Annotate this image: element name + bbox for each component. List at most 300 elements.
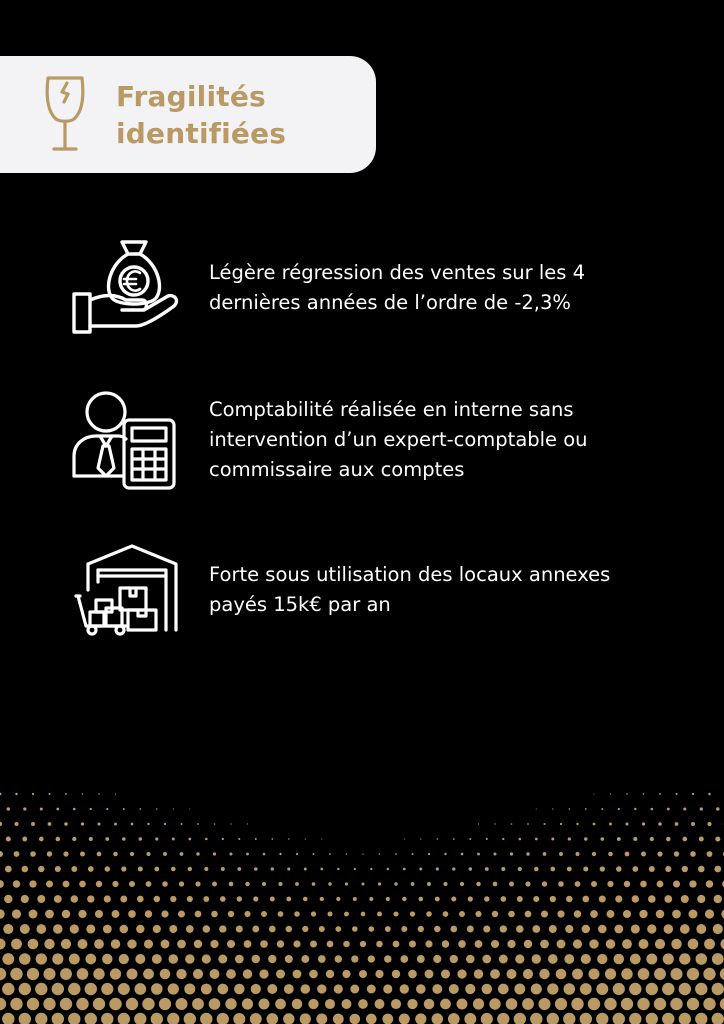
halftone-dot [288,838,289,839]
halftone-dot [60,968,72,980]
halftone-dot [675,793,677,795]
halftone-dot [467,926,474,933]
halftone-dot [90,808,92,810]
halftone-dot [171,867,176,872]
halftone-dot [502,838,504,840]
halftone-dot [3,924,13,934]
halftone-dot [695,1013,707,1024]
halftone-dot [136,925,144,933]
halftone-dot [118,983,130,995]
halftone-dot [687,998,699,1010]
halftone-dot [516,925,524,933]
halftone-dot [212,882,217,887]
halftone-dot [515,954,524,963]
halftone-dot [514,1013,526,1024]
halftone-dot [255,838,257,840]
halftone-dot [175,998,187,1010]
halftone-dot [94,939,104,949]
halftone-dot [501,867,505,871]
halftone-dot [452,867,455,870]
halftone-dot [134,983,146,995]
halftone-dot [607,881,613,887]
halftone-dot [648,895,656,903]
halftone-dot [666,837,670,841]
halftone-dot [20,924,30,934]
halftone-dot [468,896,473,901]
halftone-dot [510,852,513,855]
halftone-dot [443,882,447,886]
halftone-dot [43,998,55,1010]
halftone-dot [632,866,638,872]
halftone-dot [267,984,277,994]
halftone-dot [78,939,88,949]
halftone-dot [243,969,253,979]
halftone-dot [509,882,514,887]
halftone-dot [557,910,564,917]
halftone-dot [78,910,86,918]
halftone-dot [408,970,417,979]
halftone-dot [195,881,200,886]
halftone-dot [167,1013,179,1024]
halftone-dot [473,998,484,1009]
halftone-dot [674,851,679,856]
halftone-dot [120,925,129,934]
halftone-dot [286,897,291,902]
halftone-dot [507,969,517,979]
halftone-dot [32,793,34,795]
halftone-dot [575,852,579,856]
halftone-dot [592,852,596,856]
halftone-dot [415,1013,426,1024]
halftone-dot [62,910,71,919]
halftone-dot [394,882,397,885]
halftone-dot [519,838,522,841]
halftone-dot [700,807,703,810]
halftone-dot [335,926,341,932]
halftone-dot [172,838,175,841]
halftone-dot [622,939,632,949]
halftone-dot [418,926,424,932]
halftone-dot [192,998,204,1010]
halftone-dot [350,985,359,994]
halftone-dot [412,853,414,855]
halftone-dot [571,998,583,1010]
halftone-dot [550,896,556,902]
halftone-dot [659,793,661,795]
halftone-dot [441,969,450,978]
halftone-dot [275,999,286,1010]
halftone-dot [14,851,20,857]
halftone-dot [93,968,104,979]
halftone-dot [7,807,10,810]
halftone-dot [86,924,95,933]
halftone-dot [279,853,281,855]
halftone-dot [443,911,449,917]
halftone-dot [226,969,236,979]
halftone-dot [621,998,633,1010]
halftone-dot [35,983,47,995]
halftone-dot [176,969,186,979]
halftone-dot [119,954,129,964]
halftone-dot [188,867,192,871]
halftone-dot [13,880,21,888]
halftone-dot [187,896,193,902]
halftone-dot [569,808,571,810]
halftone-dot [103,925,112,934]
warehouse-icon [70,542,180,636]
halftone-dot [47,851,52,856]
halftone-dot [563,1013,575,1024]
halftone-dot [156,808,158,810]
halftone-dot [168,954,178,964]
halftone-dot [598,925,607,934]
halftone-dot [147,823,149,825]
halftone-dot [63,881,70,888]
halftone-dot [523,969,533,979]
halftone-dot [155,837,158,840]
halftone-dot [588,998,600,1010]
halftone-dot [597,954,607,964]
halftone-dot [514,984,525,995]
halftone-dot [432,984,442,994]
halftone-dot [194,940,202,948]
halftone-dot [525,881,530,886]
halftone-dot [639,910,647,918]
halftone-dot [605,968,616,979]
halftone-dot [436,867,439,870]
halftone-dot [492,911,498,917]
halftone-dot [333,1014,344,1024]
halftone-dot [713,924,723,934]
halftone-dot [493,852,496,855]
halftone-dot [343,941,350,948]
halftone-dot [170,896,176,902]
halftone-dot [197,823,199,825]
halftone-dot [623,910,631,918]
halftone-dot [555,998,567,1010]
halftone-dot [23,807,26,810]
halftone-dot [582,896,589,903]
halftone-dot [310,941,317,948]
halftone-dot [629,983,641,995]
halftone-dot [589,939,598,948]
halftone-dot [613,1013,625,1024]
halftone-dot [518,867,522,871]
halftone-dot [266,1013,278,1024]
halftone-dot [547,983,558,994]
halftone-dot [634,808,636,810]
halftone-dot [250,1013,262,1024]
halftone-dot [567,867,572,872]
halftone-dot [608,852,613,857]
halftone-dot [101,983,113,995]
halftone-dot [344,912,349,917]
halftone-dot [336,897,340,901]
halftone-dot [650,837,654,841]
item-text-sales [209,258,669,318]
halftone-dot [507,940,515,948]
halftone-dot [556,969,567,980]
halftone-dot [98,793,99,794]
halftone-dot [638,968,650,980]
halftone-dot [493,882,498,887]
halftone-dot [682,837,687,842]
halftone-dot [630,954,641,965]
halftone-dot [450,955,458,963]
halftone-dot [71,866,77,872]
page-title-line-2: identifiées [116,117,287,150]
halftone-dot [395,853,397,855]
halftone-dot [313,853,315,855]
halftone-dot [87,895,94,902]
halftone-dot [654,968,666,980]
halftone-dot [0,968,6,980]
halftone-dot [247,823,248,824]
halftone-dot [40,808,43,811]
halftone-dot [329,853,331,855]
item-line: Forte sous utilisation des locaux annexes [209,563,611,586]
halftone-dot [300,1013,311,1024]
halftone-dot [558,881,564,887]
halftone-dot [227,940,235,948]
halftone-dot [532,925,540,933]
halftone-dot [68,983,80,995]
halftone-dot [126,998,138,1010]
halftone-dot [2,1013,14,1024]
halftone-dot [263,853,266,856]
halftone-dot [720,968,724,980]
halftone-dot [601,808,603,810]
halftone-dot [131,823,134,826]
halftone-dot [444,853,446,855]
halftone-dot [427,882,431,886]
halftone-dot [712,983,724,995]
halftone-dot [714,866,721,873]
halftone-dot [312,882,316,886]
halftone-dot [633,837,637,841]
halftone-dot [29,880,36,887]
halftone-dot [583,866,588,871]
halftone-dot [316,1013,327,1024]
halftone-dot [262,882,266,886]
halftone-dot [138,866,143,871]
halftone-dot [184,1013,196,1024]
halftone-dot [432,1013,443,1024]
halftone-dot [651,808,654,811]
halftone-dot [143,969,154,980]
halftone-dot [350,1014,361,1024]
halftone-dot [654,998,666,1010]
halftone-dot [54,895,62,903]
halftone-dot [663,953,674,964]
halftone-dot [234,984,244,994]
halftone-dot [146,852,150,856]
halftone-dot [123,808,125,810]
halftone-dot [419,897,424,902]
halftone-dot [400,984,409,993]
halftone-dot [426,911,432,917]
halftone-dot [573,939,582,948]
halftone-dot [236,925,243,932]
halftone-dot [434,926,440,932]
halftone-dot [135,954,145,964]
item-line: Légère régression des ventes sur les 4 [209,261,585,284]
halftone-dot [469,838,471,840]
halftone-dot [93,998,105,1010]
halftone-dot [425,940,432,947]
halftone-dot [12,909,21,918]
halftone-dot [424,999,435,1010]
halftone-dot [320,897,324,901]
halftone-dot [173,808,174,809]
halftone-dot [60,998,72,1010]
halftone-dot [14,822,18,826]
halftone-dot [346,853,348,855]
halftone-dot [689,880,696,887]
halftone-dot [85,1013,97,1024]
halftone-dot [76,998,88,1010]
halftone-dot [564,983,576,995]
halftone-dot [96,881,102,887]
halftone-dot [15,793,17,795]
halftone-dot [564,954,574,964]
halftone-dot [361,912,366,917]
halftone-dot [104,895,111,902]
halftone-dot [637,998,649,1010]
halftone-dot [703,968,715,980]
halftone-dot [200,1013,212,1024]
halftone-dot [245,882,249,886]
halftone-dot [205,838,208,841]
halftone-dot [48,822,52,826]
halftone-dot [162,881,168,887]
halftone-dot [311,911,316,916]
halftone-dot [151,983,163,995]
halftone-dot [664,924,673,933]
halftone-dot [101,1013,113,1024]
item-text-accounting [209,395,669,485]
halftone-dot [130,852,134,856]
halftone-dot [383,984,392,993]
halftone-dot [10,998,22,1010]
halftone-dot [613,983,625,995]
halftone-dot [21,895,29,903]
halftone-dot [632,895,639,902]
halftone-dot [707,851,713,857]
halftone-dot [106,808,108,810]
halftone-dot [543,823,545,825]
halftone-dot [500,925,507,932]
halftone-dot [616,866,622,872]
halftone-dot [185,954,194,963]
halftone-dot [533,896,539,902]
halftone-dot [287,867,290,870]
halftone-dot [122,837,126,841]
halftone-dot [144,939,153,948]
halftone-dot [237,867,241,871]
halftone-dot [229,852,232,855]
halftone-dot [177,940,186,949]
halftone-dot [27,998,39,1010]
halftone-dot [460,882,464,886]
halftone-dot [572,969,583,980]
halftone-dot [19,983,31,995]
broken-glass-icon [44,75,86,153]
halftone-dot [591,881,597,887]
halftone-dot [720,938,724,949]
halftone-dot [221,867,225,871]
halftone-dot [449,984,459,994]
halftone-dot [618,808,620,810]
halftone-dot [195,911,202,918]
halftone-dot [145,910,152,917]
halftone-dot [354,868,356,870]
halftone-dot [309,970,318,979]
halftone-dot [358,999,368,1009]
halftone-dot [325,999,335,1009]
item-line: intervention d’un expert-comptable ou [209,428,588,451]
halftone-dot [525,911,532,918]
halftone-dot [366,1014,377,1024]
halftone-dot [97,852,102,857]
halftone-dot [482,984,492,994]
halftone-dot [670,968,682,980]
halftone-dot [112,881,118,887]
halftone-dot [271,838,273,840]
halftone-dot [679,953,690,964]
halftone-dot [0,938,6,949]
halftone-dot [705,909,714,918]
halftone-dot [370,868,372,870]
halftone-dot [402,897,406,901]
halftone-dot [159,998,171,1010]
halftone-dot [712,1013,724,1024]
page-title-line-1: Fragilités [116,80,266,113]
halftone-dot [692,793,694,795]
halftone-dot [475,940,483,948]
halftone-dot [10,968,22,980]
halftone-dot [478,823,479,824]
halftone-dot [657,851,662,856]
halftone-dot [237,896,242,901]
halftone-dot [679,983,691,995]
halftone-dot [246,853,249,856]
halftone-dot [673,880,680,887]
halftone-dot [576,823,578,825]
halftone-dot [345,882,348,885]
halftone-dot [277,940,284,947]
halftone-dot [683,807,686,810]
halftone-dot [202,954,211,963]
halftone-dot [0,909,5,918]
halftone-dot [614,925,623,934]
halftone-dot [196,852,199,855]
halftone-dot [112,910,120,918]
halftone-dot [465,984,475,994]
halftone-dot [318,955,326,963]
halftone-dot [61,939,71,949]
halftone-dot [154,896,161,903]
halftone-dot [464,1013,476,1024]
halftone-dot [242,998,253,1009]
halftone-dot [682,866,688,872]
halftone-dot [499,955,508,964]
halftone-dot [19,953,31,965]
halftone-dot [486,838,488,840]
halftone-dot [48,793,50,795]
halftone-dot [64,822,68,826]
halftone-dot [379,853,381,855]
